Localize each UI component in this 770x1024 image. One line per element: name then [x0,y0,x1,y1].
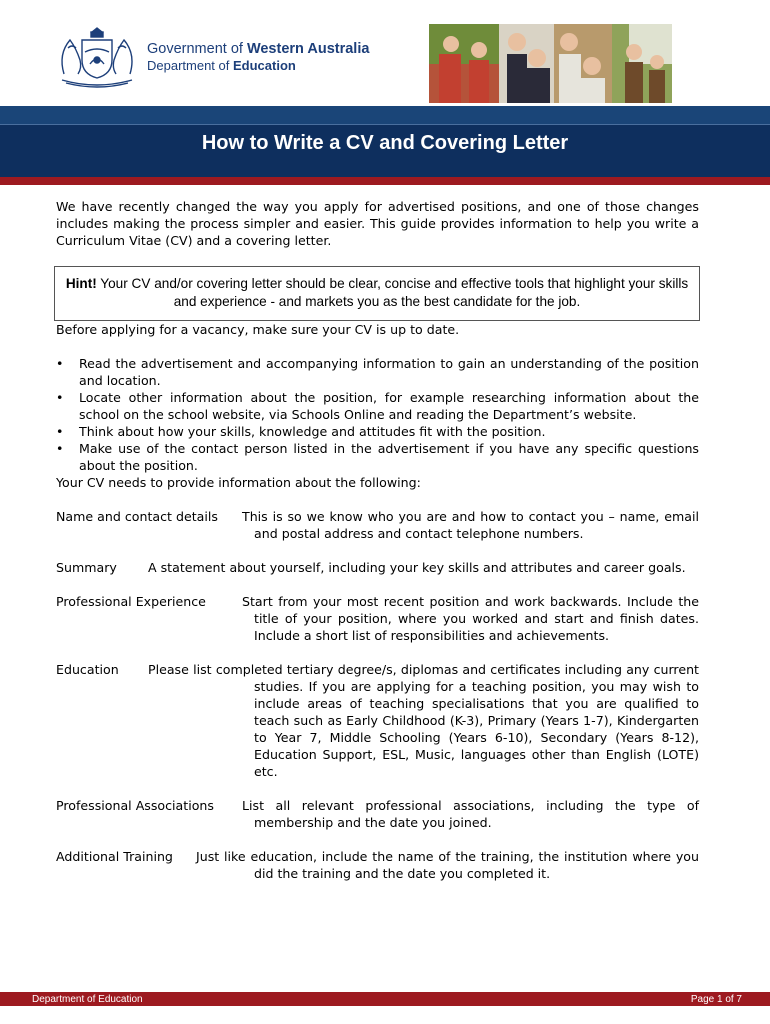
field-label: Education [56,662,119,677]
footer-page-number: Page 1 of 7 [690,994,742,1005]
page-header [0,0,770,108]
field-label: Name and contact details [56,509,218,524]
students-teachers-photo [429,24,672,103]
page-title: How to Write a CV and Covering Letter [201,132,569,154]
field-name-contact [56,508,699,542]
field-professional-associations [56,797,699,831]
document-body [56,198,699,882]
department-name: Department of Education [147,58,296,73]
government-wordmark [147,40,369,74]
field-description: This is so we know who you are and how to contact you – name, email and postal address and contact telephone numbers. [242,509,699,541]
list-item: • Locate other information about the position, for example researching information about the school on the school website, via Schools Online and reading the Department’s website. [56,389,699,423]
cv-intro-text: Your CV needs to provide information about the following: [56,475,421,490]
wa-coat-of-arms-icon [52,22,142,88]
field-education [56,661,699,780]
field-label: Summary [56,560,117,575]
intro-paragraph: We have recently changed the way you apply for advertised positions, and one of those changes includes making the process simpler and easier. This guide provides information to help you write a Curriculum Vitae (CV) and a covering letter. [56,199,699,248]
list-item: • Read the advertisement and accompanying information to gain an understanding of the position and location. [56,355,699,389]
field-description: A statement about yourself, including your key skills and attributes and career goals. [148,560,686,575]
hint-text: Your CV and/or covering letter should be clear, concise and effective tools that highlight your skills and experience - and markets you as the best candidate for the job. [96,276,689,309]
field-label: Additional Training [56,849,173,864]
list-item: • Think about how your skills, knowledge and attitudes fit with the position. [56,423,699,440]
bullet-list [56,355,699,474]
field-description: Start from your most recent position and work backwards. Include the title of your position, where you worked and start and finish dates. Include a short list of responsibilities and achievements. [242,594,699,643]
field-label: Professional Experience [56,594,206,609]
before-applying-text: Before applying for a vacancy, make sure your CV is up to date. [56,322,460,337]
footer-department: Department of Education [32,994,143,1005]
hint-label: Hint! [65,276,97,291]
field-description: List all relevant professional associations, including the type of membership and the date you joined. [242,798,699,830]
field-additional-training [56,848,699,882]
field-label: Professional Associations [56,798,214,813]
field-professional-experience [56,593,699,644]
field-description: Just like education, include the name of the training, the institution where you did the training and the date you completed it. [196,849,699,881]
field-description: Please list completed tertiary degree/s, diplomas and certificates including any current studies. If you are applying for a teaching position, you may wish to include areas of teaching specialisations that you are qualified to teach such as Early Childhood (K-3), Primary (Years 1-7), Kindergarten to Year 7, Middle Schooling (Years 6-10), Secondary (Years 8-12), Education Support, ESL, Music, languages other than English (LOTE) etc. [148,662,699,779]
field-summary [56,559,699,576]
government-name: Government of Western Australia [147,41,370,57]
hint-box [54,266,700,321]
title-red-bar [0,177,770,185]
list-item: • Make use of the contact person listed in the advertisement if you have any specific questions about the position. [56,440,699,474]
